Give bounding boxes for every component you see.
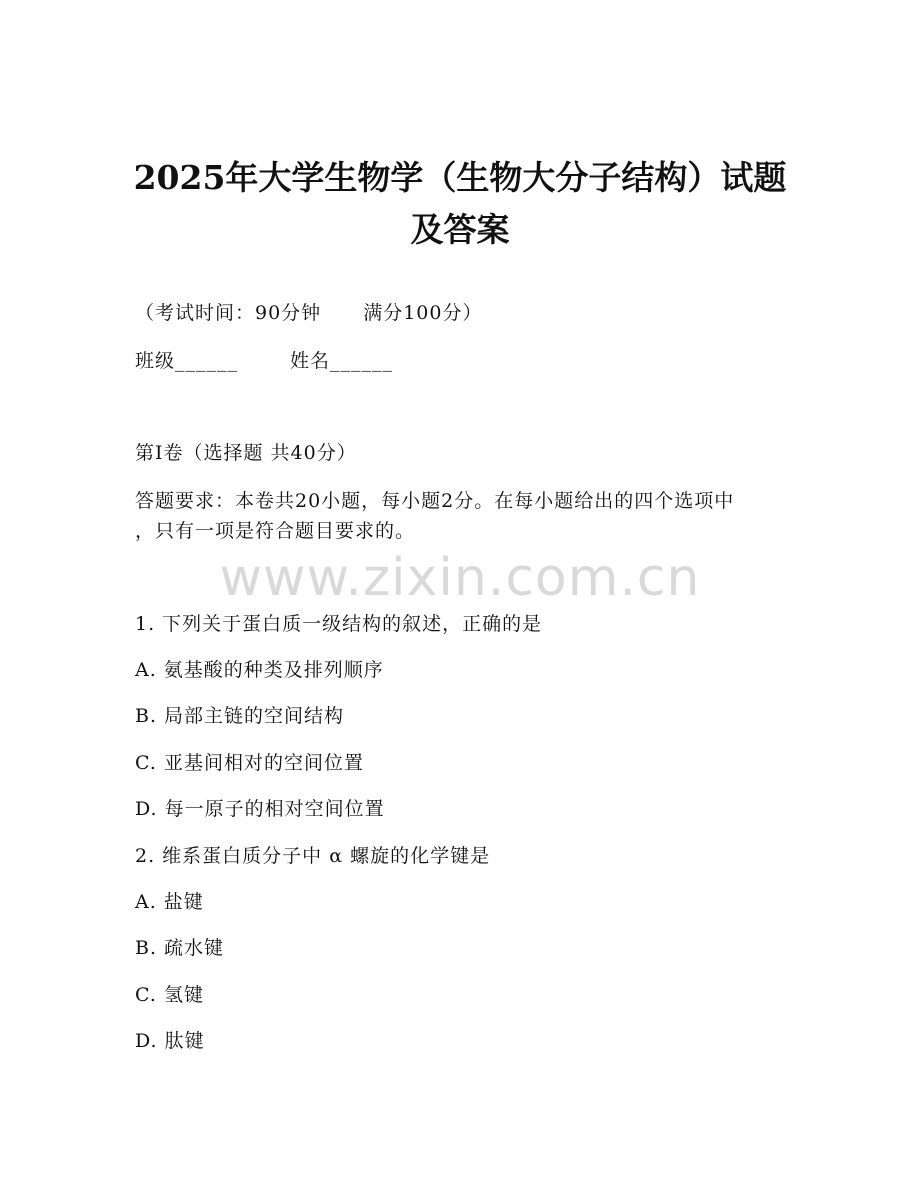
name-field: 姓名______ <box>290 350 394 372</box>
full-score: 满分100分） <box>363 302 483 324</box>
question-2-stem: 2. 维系蛋白质分子中 α 螺旋的化学键是 <box>135 845 491 867</box>
student-info <box>135 348 393 374</box>
question-2-option-a: A. 盐键 <box>135 891 204 913</box>
question-1-stem: 1. 下列关于蛋白质一级结构的叙述，正确的是 <box>135 613 543 635</box>
question-2-option-d: D. 肽键 <box>135 1030 205 1052</box>
instructions-line-1: 答题要求：本卷共20小题，每小题2分。在每小题给出的四个选项中 <box>135 490 735 512</box>
question-1-option-a: A. 氨基酸的种类及排列顺序 <box>135 659 384 681</box>
exam-info <box>135 300 482 326</box>
section-heading: 第I卷（选择题 共40分） <box>135 442 357 464</box>
instructions-line-2: ，只有一项是符合题目要求的。 <box>135 520 416 542</box>
title-line-1: 2025年大学生物学（生物大分子结构）试题 <box>133 158 787 197</box>
title-line-2: 及答案 <box>410 210 510 249</box>
question-1-option-d: D. 每一原子的相对空间位置 <box>135 798 385 820</box>
class-field: 班级______ <box>135 350 239 372</box>
question-2-option-c: C. 氢键 <box>135 984 204 1006</box>
question-2-option-b: B. 疏水键 <box>135 937 225 959</box>
question-1-option-c: C. 亚基间相对的空间位置 <box>135 752 364 774</box>
watermark: www.zixin.com.cn <box>219 548 701 608</box>
document-title <box>100 152 820 256</box>
question-1-option-b: B. 局部主链的空间结构 <box>135 705 345 727</box>
exam-time: （考试时间：90分钟 <box>135 302 322 324</box>
